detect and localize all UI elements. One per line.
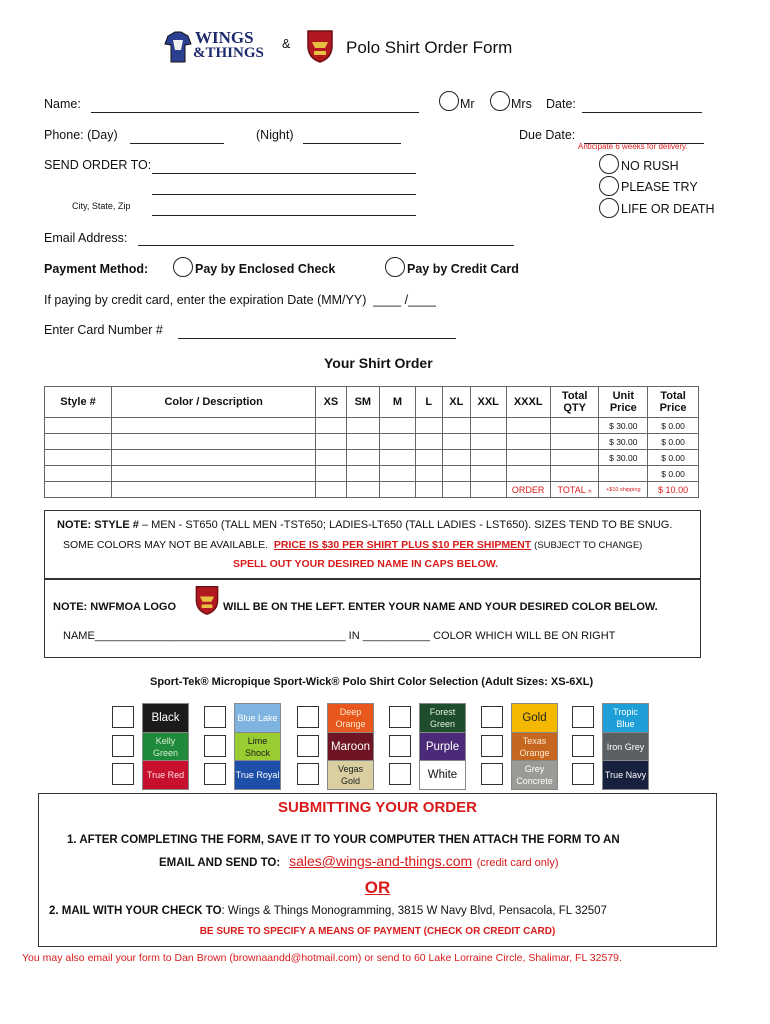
color-checkbox-true-navy[interactable] (572, 763, 594, 785)
step2-bold: 2. MAIL WITH YOUR CHECK TO (49, 905, 222, 917)
cell-qty[interactable] (316, 434, 346, 450)
phone-night-field[interactable] (303, 129, 401, 144)
no-rush-radio[interactable] (599, 154, 619, 174)
cell-total-qty (550, 450, 599, 466)
mr-label: Mr (460, 97, 475, 111)
phone-day-field[interactable] (130, 129, 224, 144)
color-checkbox-true-royal[interactable] (204, 763, 226, 785)
city-state-zip-field[interactable] (152, 201, 416, 216)
color-swatch-blue-lake: Blue Lake (234, 703, 281, 733)
color-swatch-white: White (419, 760, 466, 790)
logo-text-line2: &THINGS (193, 45, 264, 61)
header-ampersand: & (282, 37, 291, 51)
cell-empty (380, 482, 416, 498)
cell-empty (316, 482, 346, 498)
color-checkbox-texas-orange[interactable] (481, 735, 503, 757)
cell-empty (112, 482, 316, 498)
step2-address: : Wings & Things Monogramming, 3815 W Navy Blvd, Pensacola, FL 32507 (221, 905, 607, 917)
color-swatch-grey-concrete: Grey Concrete (511, 760, 558, 790)
color-swatch-texas-orange: Texas Orange (511, 732, 558, 762)
step1-line1: 1. AFTER COMPLETING THE FORM, SAVE IT TO YOUR COMPUTER THEN ATTACH THE FORM TO AN (67, 834, 620, 846)
phone-day-label: Phone: (Day) (44, 128, 118, 142)
name-field[interactable] (91, 98, 419, 113)
cell-style[interactable] (45, 418, 112, 434)
cell-qty[interactable] (380, 466, 416, 482)
color-checkbox-grey-concrete[interactable] (481, 763, 503, 785)
table-row (45, 466, 699, 482)
mr-radio[interactable] (439, 91, 459, 111)
due-date-label: Due Date: (519, 128, 576, 142)
card-number-field[interactable] (178, 324, 456, 339)
col-xl: XL (442, 387, 470, 418)
cell-qty[interactable] (442, 466, 470, 482)
address-line1-field[interactable] (152, 159, 416, 174)
payment-method-label: Payment Method: (44, 262, 149, 276)
color-swatch-gold: Gold (511, 703, 558, 733)
cell-qty[interactable] (346, 418, 380, 434)
cell-style[interactable] (45, 434, 112, 450)
cell-qty[interactable] (506, 450, 550, 466)
color-checkbox-maroon[interactable] (297, 735, 319, 757)
cell-total-qty (550, 418, 599, 434)
cell-qty[interactable] (415, 450, 442, 466)
color-checkbox-blue-lake[interactable] (204, 706, 226, 728)
submit-box (38, 793, 717, 947)
cell-total-qty (550, 434, 599, 450)
logo-text-line1: WINGS (195, 28, 254, 47)
card-number-label: Enter Card Number # (44, 323, 163, 337)
email-note: (credit card only) (476, 857, 559, 869)
cell-unit-price (599, 466, 648, 482)
cell-qty[interactable] (470, 450, 506, 466)
color-checkbox-tropic-blue[interactable] (572, 706, 594, 728)
enclosed-check-label: Pay by Enclosed Check (195, 262, 336, 276)
email-label: Email Address: (44, 231, 128, 245)
nwfmoa-crest-icon (305, 28, 335, 69)
cell-qty[interactable] (380, 450, 416, 466)
table-row (45, 434, 699, 450)
order-table (44, 386, 699, 498)
order-label: ORDER (506, 482, 550, 498)
table-row (45, 418, 699, 434)
cell-empty (442, 482, 470, 498)
color-swatch-black: Black (142, 703, 189, 733)
step2-line (49, 905, 607, 917)
cell-unit-price: $ 30.00 (599, 450, 648, 466)
style-note-line2 (63, 539, 642, 551)
credit-card-radio[interactable] (385, 257, 405, 277)
color-checkbox-true-red[interactable] (112, 763, 134, 785)
cell-unit-price: $ 30.00 (599, 418, 648, 434)
color-checkbox-deep-orange[interactable] (297, 706, 319, 728)
color-swatch-true-red: True Red (142, 760, 189, 790)
style-note-colors: SOME COLORS MAY NOT BE AVAILABLE. (63, 539, 269, 551)
col-style: Style # (45, 387, 112, 418)
cell-total-price: $ 0.00 (648, 450, 699, 466)
color-swatch-lime-shock: Lime Shock (234, 732, 281, 762)
cell-qty[interactable] (415, 466, 442, 482)
no-rush-label: NO RUSH (621, 159, 679, 173)
color-swatch-forest-green: Forest Green (419, 703, 466, 733)
please-try-radio[interactable] (599, 176, 619, 196)
email-send-label: EMAIL AND SEND TO: (159, 857, 281, 869)
phone-night-label: (Night) (256, 128, 294, 142)
life-or-death-label: LIFE OR DEATH (621, 202, 715, 216)
cell-qty[interactable] (470, 418, 506, 434)
cell-total-qty (550, 466, 599, 482)
color-swatch-kelly-green: Kelly Green (142, 732, 189, 762)
cell-empty (346, 482, 380, 498)
cell-empty (470, 482, 506, 498)
cell-qty[interactable] (442, 418, 470, 434)
col-xxl: XXL (470, 387, 506, 418)
col-xxxl: XXXL (506, 387, 550, 418)
color-swatch-true-navy: True Navy (602, 760, 649, 790)
cell-qty[interactable] (442, 434, 470, 450)
style-note-line1 (57, 519, 672, 531)
cell-total-price: $ 0.00 (648, 434, 699, 450)
cell-color[interactable] (112, 418, 316, 434)
name-color-line[interactable]: NAME_________________________________________ IN ___________ COLOR WHICH WILL BE ON RIGHT (63, 630, 616, 642)
logo-note-rest: WILL BE ON THE LEFT. ENTER YOUR NAME AND YOUR DESIRED COLOR BELOW. (223, 601, 658, 613)
cell-total-price: $ 0.00 (648, 418, 699, 434)
shirt-logo-icon (163, 30, 193, 64)
mrs-radio[interactable] (490, 91, 510, 111)
total-arrow: » (587, 487, 592, 495)
cell-qty[interactable] (316, 418, 346, 434)
cell-qty[interactable] (415, 418, 442, 434)
style-note-rest: – MEN - ST650 (TALL MEN -TST650; LADIES-LT650 (TALL LADIES - LST650). SIZES TEND TO BE SNUG. (138, 519, 673, 531)
mrs-label: Mrs (511, 97, 532, 111)
cell-qty[interactable] (442, 450, 470, 466)
color-swatch-deep-orange: Deep Orange (327, 703, 374, 733)
date-label: Date: (546, 97, 576, 111)
total-label (550, 482, 599, 498)
cell-qty[interactable] (415, 434, 442, 450)
col-color: Color / Description (112, 387, 316, 418)
color-checkbox-kelly-green[interactable] (112, 735, 134, 757)
grand-total: $ 10.00 (648, 482, 699, 498)
please-try-label: PLEASE TRY (621, 180, 698, 194)
page-title: Polo Shirt Order Form (346, 38, 513, 57)
spell-out-note: SPELL OUT YOUR DESIRED NAME IN CAPS BELOW. (233, 558, 499, 570)
color-checkbox-gold[interactable] (481, 706, 503, 728)
color-swatch-iron-grey: Iron Grey (602, 732, 649, 762)
color-checkbox-iron-grey[interactable] (572, 735, 594, 757)
col-l: L (415, 387, 442, 418)
color-checkbox-forest-green[interactable] (389, 706, 411, 728)
wings-things-logo (163, 30, 271, 66)
shipping-label: +$10 shipping (599, 482, 648, 498)
cell-qty[interactable] (346, 466, 380, 482)
cell-color[interactable] (112, 466, 316, 482)
step1-line2 (159, 853, 559, 871)
specify-payment-note: BE SURE TO SPECIFY A MEANS OF PAYMENT (CHECK OR CREDIT CARD) (199, 926, 556, 937)
col-sm: SM (346, 387, 380, 418)
color-swatch-tropic-blue: Tropic Blue (602, 703, 649, 733)
cell-style[interactable] (45, 450, 112, 466)
cell-qty[interactable] (316, 466, 346, 482)
color-swatch-true-royal: True Royal (234, 760, 281, 790)
cell-qty[interactable] (506, 418, 550, 434)
table-header-row (45, 387, 699, 418)
or-text: OR (364, 878, 391, 897)
credit-card-label: Pay by Credit Card (407, 262, 519, 276)
cell-empty (45, 482, 112, 498)
color-checkbox-lime-shock[interactable] (204, 735, 226, 757)
city-state-zip-label: City, State, Zip (72, 201, 131, 211)
cell-qty[interactable] (346, 450, 380, 466)
shirt-order-title: Your Shirt Order (324, 355, 433, 371)
cell-qty[interactable] (506, 434, 550, 450)
cell-qty[interactable] (506, 466, 550, 482)
color-checkbox-black[interactable] (112, 706, 134, 728)
life-or-death-radio[interactable] (599, 198, 619, 218)
col-xs: XS (316, 387, 346, 418)
table-row (45, 450, 699, 466)
color-swatch-vegas-gold: Vegas Gold (327, 760, 374, 790)
logo-note-box (44, 578, 701, 658)
cell-color[interactable] (112, 450, 316, 466)
table-total-row (45, 482, 699, 498)
col-total-price: Total Price (648, 387, 699, 418)
submit-title: SUBMITTING YOUR ORDER (278, 799, 477, 816)
col-total-qty: Total QTY (550, 387, 599, 418)
cell-empty (415, 482, 442, 498)
cell-unit-price: $ 30.00 (599, 434, 648, 450)
enclosed-check-radio[interactable] (173, 257, 193, 277)
logo-note-label: NOTE: NWFMOA LOGO (53, 601, 177, 613)
color-swatch-purple: Purple (419, 732, 466, 762)
cell-qty[interactable] (470, 466, 506, 482)
price-note: PRICE IS $30 PER SHIRT PLUS $10 PER SHIPMENT (273, 539, 532, 551)
cell-qty[interactable] (380, 434, 416, 450)
color-swatch-maroon: Maroon (327, 732, 374, 762)
color-checkbox-white[interactable] (389, 763, 411, 785)
sales-email-link[interactable]: sales@wings-and-things.com (289, 853, 473, 869)
anticipate-note: Anticipate 6 weeks for delivery. (578, 142, 688, 151)
total-word: TOTAL (557, 484, 586, 495)
col-unit-price: Unit Price (599, 387, 648, 418)
subject-to-change: (SUBJECT TO CHANGE) (534, 540, 643, 551)
expiration-text: If paying by credit card, enter the expiration Date (MM/YY) ____ /____ (44, 293, 436, 307)
cell-color[interactable] (112, 434, 316, 450)
cell-qty[interactable] (380, 418, 416, 434)
cell-total-price: $ 0.00 (648, 466, 699, 482)
cell-style[interactable] (45, 466, 112, 482)
cell-qty[interactable] (346, 434, 380, 450)
col-m: M (380, 387, 416, 418)
address-line2-field[interactable] (152, 180, 416, 195)
color-checkbox-purple[interactable] (389, 735, 411, 757)
nwfmoa-logo-icon (193, 584, 221, 621)
date-field[interactable] (582, 98, 702, 113)
name-label: Name: (44, 97, 81, 111)
cell-qty[interactable] (470, 434, 506, 450)
footer-note: You may also email your form to Dan Brown (brownaandd@hotmail.com) or send to 60 Lake Lorraine Circle, Shalimar, FL 32579. (22, 952, 622, 964)
style-note-box (44, 510, 701, 580)
send-order-label: SEND ORDER TO: (44, 158, 152, 172)
color-selection-title: Sport-Tek® Micropique Sport-Wick® Polo Shirt Color Selection (Adult Sizes: XS-6XL) (150, 676, 594, 688)
cell-qty[interactable] (316, 450, 346, 466)
email-field[interactable] (138, 231, 514, 246)
color-checkbox-vegas-gold[interactable] (297, 763, 319, 785)
style-note-bold: NOTE: STYLE # (57, 519, 139, 531)
